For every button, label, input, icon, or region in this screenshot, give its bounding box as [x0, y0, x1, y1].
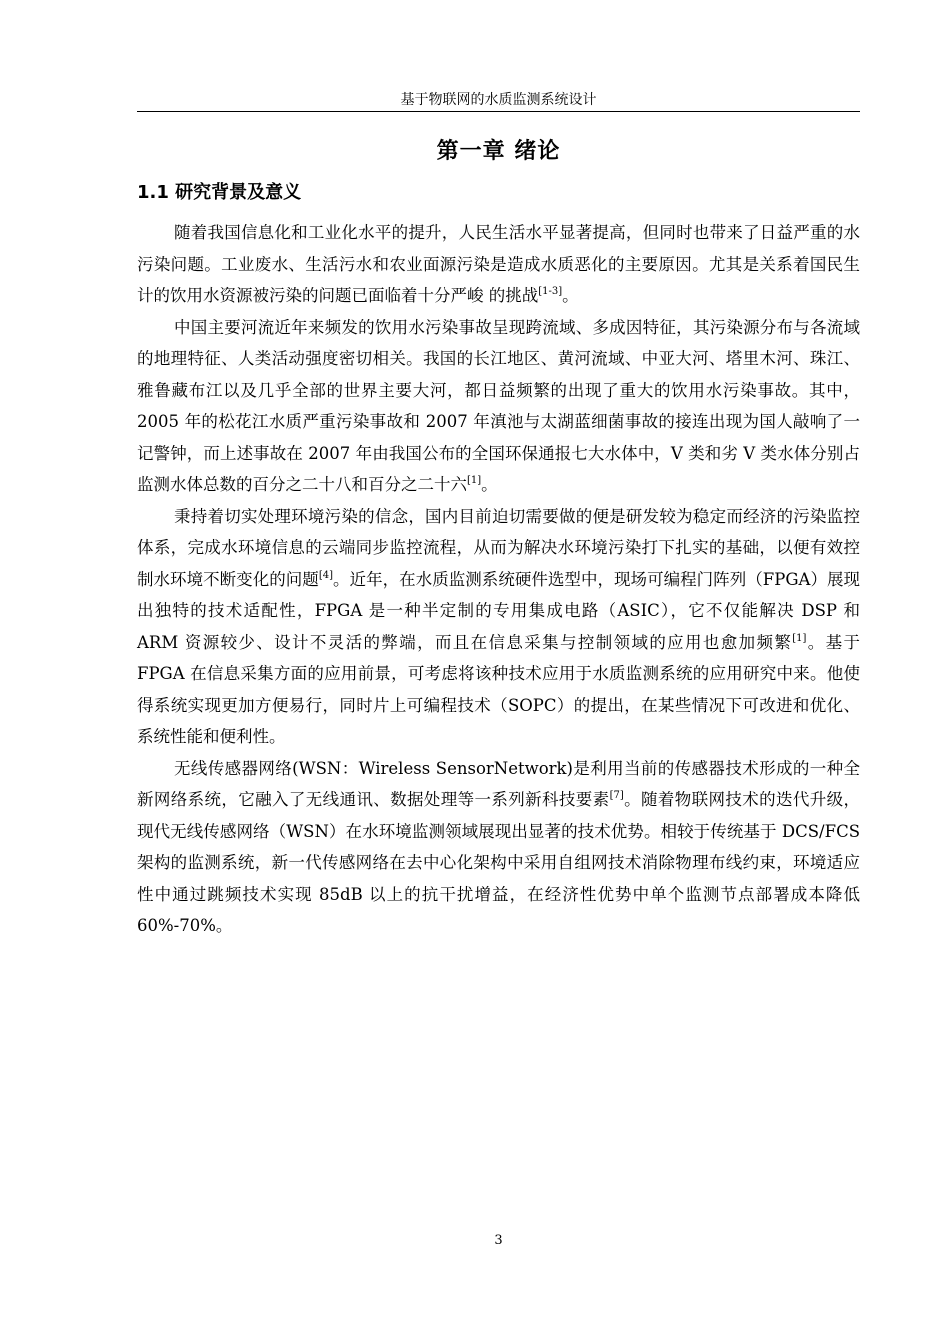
- citation-superscript: [4]: [318, 569, 333, 581]
- body-paragraph: [137, 217, 860, 312]
- paragraph-text: 。基于 FPGA 在信息采集方面的应用前景，可考虑将该种技术应用于水质监测系统的应用研究中来。他使得系统实现更加方便易行，同时片上可编程技术（SOPC）的提出，在某些情况下可改进和优化、系统性能和便利性。: [137, 632, 860, 746]
- running-header: 基于物联网的水质监测系统设计: [400, 92, 597, 108]
- citation-superscript: [1]: [792, 632, 807, 644]
- section-heading: 1.1 研究背景及意义: [137, 182, 302, 203]
- paragraph-text: 无线传感器网络(WSN：Wireless SensorNetwork)是利用当前的传感器技术形成的一种全新网络系统，它融入了无线通讯、数据处理等一系列新科技要素: [137, 758, 860, 809]
- paragraph-text: 。: [562, 286, 579, 305]
- paragraph-text: 中国主要河流近年来频发的饮用水污染事故呈现跨流域、多成因特征，其污染源分布与各流域的地理特征、人类活动强度密切相关。我国的长江地区、黄河流域、中亚大河、塔里木河、珠江、雅鲁藏布江以及几乎全部的世界主要大河，都日益频繁的出现了重大的饮用水污染事故。其中，2005 年的松花江水质严重污染事故和 2007 年滇池与太湖蓝细菌事故的接连出现为国人敲响了一记警钟，而上述事故在 2007 年由我国公布的全国环保通报七大水体中，V 类和劣 V 类水体分别占监测水体总数的百分之二十八和百分之二十六: [137, 317, 860, 494]
- body-paragraph: [137, 312, 860, 501]
- chapter-title: 第一章 绪论: [436, 139, 561, 164]
- paragraph-text: 。近年，在水质监测系统硬件选型中，现场可编程门阵列（FPGA）展现出独特的技术适配性，FPGA 是一种半定制的专用集成电路（ASIC），它不仅能解决 DSP 和 ARM 资源较少、设计不灵活的弊端，而且在信息采集与控制领域的应用也愈加频繁: [137, 569, 861, 652]
- paragraph-text: 。: [481, 475, 498, 494]
- page-number: 3: [494, 1233, 503, 1248]
- body-paragraph: [137, 501, 860, 753]
- body-paragraph: [137, 753, 860, 942]
- header-rule: [137, 111, 860, 112]
- citation-superscript: [7]: [609, 790, 624, 801]
- body-text: [137, 217, 860, 942]
- paragraph-text: 。随着物联网技术的迭代升级，现代无线传感网络（WSN）在水环境监测领域展现出显著的技术优势。相较于传统基于 DCS/FCS 架构的监测系统，新一代传感网络在去中心化架构中采用自组网技术消除物理布线约束，环境适应性中通过跳频技术实现 85dB 以上的抗干扰增益，在经济性优势中单个监测节点部署成本降低 60%-70%。: [137, 790, 861, 935]
- citation-superscript: [1]: [467, 475, 482, 486]
- citation-superscript: [1-3]: [538, 286, 563, 297]
- paragraph-text: 随着我国信息化和工业化水平的提升，人民生活水平显著提高，但同时也带来了日益严重的水污染问题。工业废水、生活污水和农业面源污染是造成水质恶化的主要原因。尤其是关系着国民生计的饮用水资源被污染的问题已面临着十分严峻 的挑战: [137, 223, 860, 305]
- paragraph-text: 秉持着切实处理环境污染的信念，国内目前迫切需要做的便是研发较为稳定而经济的污染监控体系，完成水环境信息的云端同步监控流程，从而为解决水环境污染打下扎实的基础，以便有效控制水环境不断变化的问题: [137, 506, 860, 589]
